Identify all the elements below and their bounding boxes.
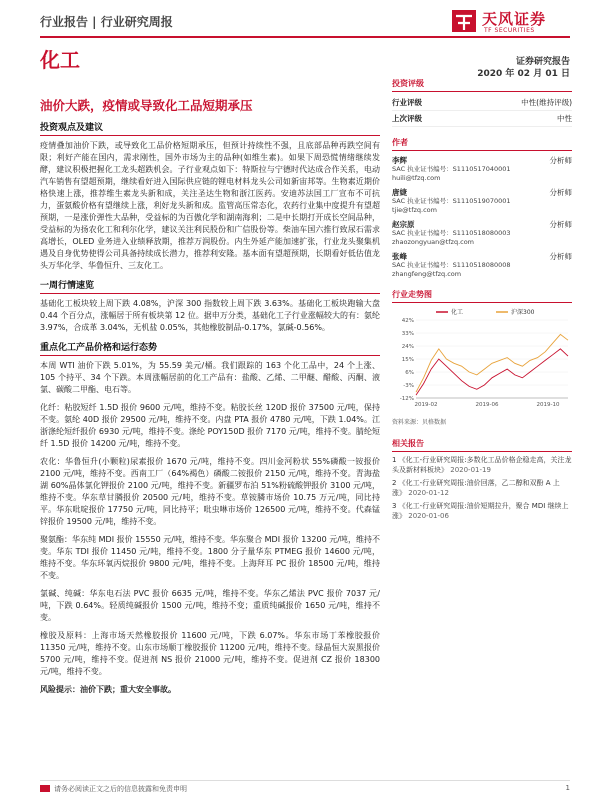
related-report-link[interactable]: 3 《化工-行业研究周报:油价短期拉升，聚合 MDI 继续上涨》 2020-01-06 (392, 502, 569, 520)
brand-name-en: TF SECURITIES (484, 27, 535, 34)
page-number: 1 (565, 784, 570, 792)
report-date: 2020 年 02 月 01 日 (477, 69, 570, 79)
x-tick-label: 2019-10 (536, 402, 560, 408)
section-investment-view (40, 120, 380, 272)
header-divider (40, 36, 570, 38)
legend-label: 化工 (451, 309, 464, 316)
legend-label: 沪深300 (511, 309, 535, 316)
rating-row: 行业评级 中性(维持评级) (392, 95, 572, 111)
analyst-email[interactable]: tjie@tfzq.com (392, 206, 437, 214)
analyst: 唐婕 分析师 SAC 执业证书编号：S1110519070001 tjie@tfzq.com (392, 188, 572, 214)
series-line-1 (416, 334, 568, 392)
y-tick-label: 24% (401, 344, 414, 350)
y-tick-label: 42% (401, 318, 414, 324)
related-report-link[interactable]: 1 《化工-行业研究周报:多数化工品价格企稳走高，关注龙头及新材料板块》 2020-01-19 (392, 456, 572, 474)
brand-name: 天风证券 (482, 10, 547, 28)
paragraph-agrochem: 农化：华鲁恒升(小颗粒)尿素报价 1670 元/吨，维持不变。四川金河粉状 55%磷酸一铵报价 2100 元/吨，维持不变。西南工厂（64%褐色）磷酸二铵报价 2150 元/吨，维持不变。青海盐湖 60%晶体氯化钾报价 2100 元/吨，维持不变。新疆罗布泊 51%粉硫酸钾报价 3100 元/吨，维持不变。华东草甘膦报价 20500 元/吨，维持不变。草铵膦市场价 10.75 万元/吨，同比持平。华东吡啶报价 17750 元/吨，同比持平；吡虫啉市场价 126500 元/吨，维持不变。代森锰锌报价 19500 元/吨，维持不变。 (40, 457, 380, 526)
report-headline: 油价大跌，疫情或导致化工品短期承压 (40, 98, 253, 113)
paragraph: 基础化工板块较上周下跌 4.08%，沪深 300 指数较上周下跌 3.63%。基础化工板块跑输大盘 0.44 个百分点，涨幅居于所有板块第 12 位。据申万分类，基础化工子行业涨幅较大的有：氨纶 3.97%，合成革 3.04%，无机盐 0.05%，其他橡胶制品-0.17%，氯碱-0.56%。 (40, 299, 380, 332)
y-tick-label: 15% (401, 357, 414, 363)
y-tick-label: -3% (403, 383, 414, 389)
analyst-email[interactable]: huili@tfzq.com (392, 174, 441, 182)
section-title: 重点化工产品价格和运行态势 (40, 340, 380, 356)
x-tick-label: 2019-02 (414, 402, 438, 408)
section-weekly-market (40, 278, 380, 334)
analyst-email[interactable]: zhangfeng@tfzq.com (392, 270, 462, 278)
sector-title: 化工 (40, 48, 80, 72)
rating-row: 上次评级 中性 (392, 111, 572, 127)
sidebar (392, 76, 572, 521)
paragraph-chlor-alkali: 氯碱、纯碱：华东电石法 PVC 报价 6635 元/吨，维持不变。华东乙烯法 PVC 报价 7037 元/吨，下跌 0.64%。轻质纯碱报价 1500 元/吨，维持不变；重质纯碱报价 1650 元/吨，维持不变。 (40, 589, 380, 622)
analysts (392, 135, 572, 279)
y-tick-label: 6% (405, 370, 414, 376)
section-key-products (40, 340, 380, 696)
analysts-title: 作者 (392, 135, 572, 151)
chart-title: 行业走势图 (392, 287, 572, 303)
paragraph-rubber: 橡胶及原料：上海市场天然橡胶报价 11600 元/吨，下跌 6.07%。华东市场丁苯橡胶报价 11350 元/吨，维持不变。山东市场顺丁橡胶报价 11200 元/吨，维持不变。绿晶恒大炭黑报价 5700 元/吨，维持不变。促进剂 NS 报价 21000 元/吨，维持不变。促进剂 CZ 报价 18300 元/吨，维持不变。 (40, 631, 380, 676)
section-title: 一周行情速览 (40, 278, 380, 294)
y-tick-label: 33% (401, 331, 414, 337)
related-report-link[interactable]: 2 《化工-行业研究周报:油价回落，乙二醇和双酚 A 上涨》 2020-01-12 (392, 479, 560, 497)
x-tick-label: 2019-06 (475, 402, 499, 408)
analyst: 李辉 分析师 SAC 执业证书编号：S1110517040001 huili@tfzq.com (392, 156, 572, 182)
disclaimer: 请务必阅读正文之后的信息披露和免责申明 (54, 785, 187, 793)
risk-warning: 风险提示：油价下跌；重大安全事故。 (40, 685, 176, 694)
report-category: 行业报告 | 行业研究周报 (40, 15, 173, 29)
footer-logo-icon (40, 785, 50, 792)
report-type: 证券研究报告 (515, 57, 570, 67)
paragraph-fiber: 化纤：粘胶短纤 1.5D 报价 9600 元/吨，维持不变。粘胶长丝 120D 报价 37500 元/吨，保持不变。氨纶 40D 报价 29500 元/吨，维持不变。内盘 PTA 报价 4780 元/吨，下跌 1.04%。江浙涤纶短纤报价 6930 元/吨，维持不变。涤纶 POY150D 报价 7170 元/吨，维持不变。腈纶短纤 1.5D 报价 14200 元/吨，维持不变。 (40, 403, 380, 448)
trend-chart-svg (392, 306, 572, 411)
analyst-email[interactable]: zhaozongyuan@tfzq.com (392, 238, 475, 246)
related-reports (392, 436, 572, 521)
y-tick-label: -12% (399, 396, 414, 402)
analyst: 张峰 分析师 SAC 执业证书编号：S1110518080008 zhangfeng@tfzq.com (392, 252, 572, 278)
rating-title: 投资评级 (392, 76, 572, 92)
industry-trend-chart (392, 287, 572, 426)
chart-source: 资料来源：贝格数据 (392, 419, 447, 426)
related-title: 相关报告 (392, 436, 572, 452)
logo-mark-icon (450, 8, 478, 34)
paragraph: 疫情叠加油价下跌，或导致化工品价格短期承压，但预计持续性不强，且底部品种再跌空间有限；利好产能在国内，需求刚性，国外市场为主的品种(如维生素)。如果下周恐慌情绪继续发酵，建议积极把握化工龙头超跌机会。子行业观点如下：特斯拉与宁德时代达成合作关系，电动汽车销售有望超预期，继续看好进入国际供应链的锂电材料龙头公司如新宙邦等。生物素近期价格快速上涨，推荐维生素龙头新和成，关注圣达生物和浙江医药。安迪苏法国工厂宣布不可抗力，蛋氨酸价格有望继续上涨，利好龙头新和成。监管高压常态化，农药行业集中度提升有望超预期，一是涨价弹性大品种，受益标的为百傲化学和湖南海利；二是中长期打开成长空间品种，受益标的为扬农化工和利尔化学，建议关注利民股份和广信股份等。柴油车国六推行致尿石需求高增长，OLED 业务进入业绩释放期，推荐万润股份。内生外延产能加速扩张，行业龙头聚集机遇及自身优势使得公司具备持续成长潜力，推荐利安隆。基本面有望超预期，长期看好低估值龙头万华化学、华鲁恒升、三友化工。 (40, 141, 380, 270)
analyst: 赵宗原 分析师 SAC 执业证书编号：S1110518080003 zhaozongyuan@tfzq.com (392, 220, 572, 246)
section-title: 投资观点及建议 (40, 120, 380, 136)
footer (40, 780, 570, 794)
paragraph: 本周 WTI 油价下跌 5.01%，为 55.59 美元/桶。我们跟踪的 163 个化工品中，24 个上涨、105 个持平、34 个下跌。本周涨幅居前的化工产品有：盐酸、乙烯、二甲醚、醋酸、丙酮、液氯、碳酸二甲酯、电石等。 (40, 361, 380, 394)
tf-securities-logo (450, 6, 570, 40)
main-content (40, 120, 380, 702)
paragraph-polyurethane: 聚氨酯：华东纯 MDI 报价 15550 元/吨，维持不变。华东聚合 MDI 报价 13200 元/吨，维持不变。华东 TDI 报价 11450 元/吨，维持不变。1800 分子量华东 PTMEG 报价 14600 元/吨，维持不变。华东环氧丙烷报价 9800 元/吨，维持不变。上海拜耳 PC 报价 18500 元/吨，维持不变。 (40, 535, 380, 580)
